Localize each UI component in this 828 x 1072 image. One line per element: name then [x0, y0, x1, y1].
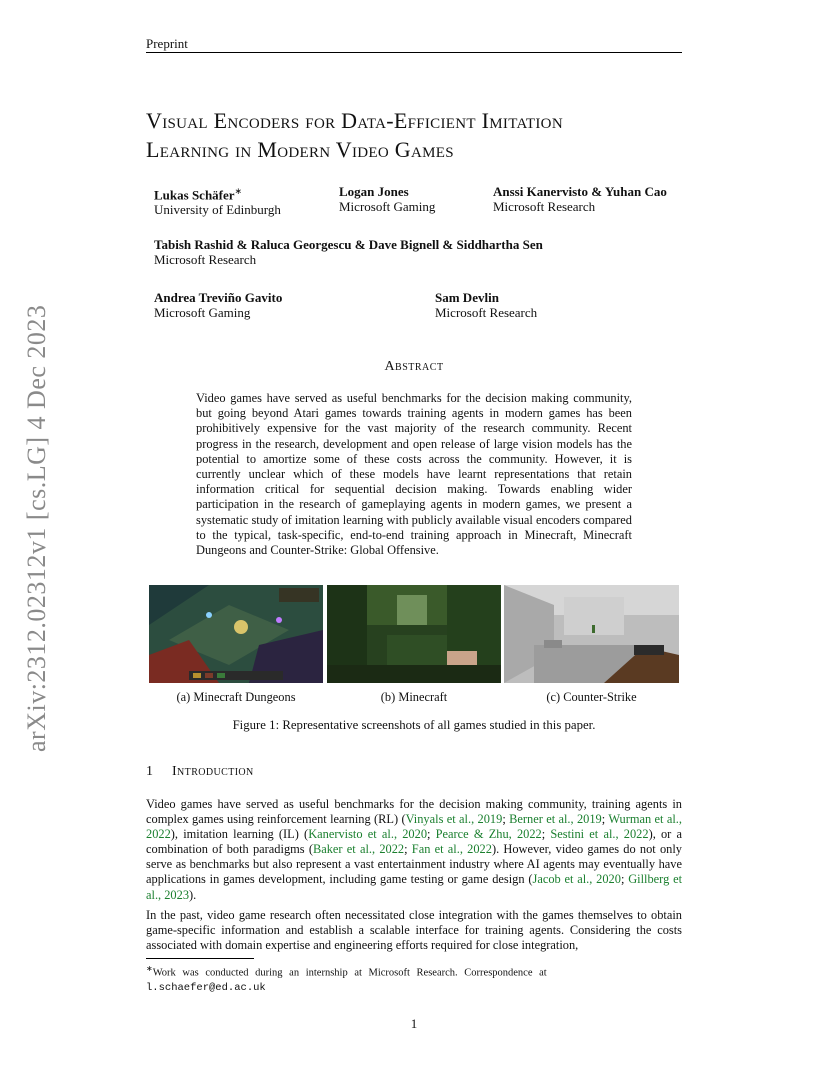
- running-header: Preprint: [146, 36, 188, 51]
- footnote-text: Work was conducted during an internship at Microsoft Research. Correspondence at: [152, 967, 547, 979]
- abstract-text: Video games have served as useful benchmarks for the decision making community, but going beyond Atari games towards training agents in modern games has been prohibitively expensive for the vast majority of the research community. Recent progress in the research, development and open release of large vision models has the potential to amortize some of these costs across the community. However, it is currently unclear which of these models have learnt representations that retain information critical for sequential decision making. Towards enabling wider participation in the research of gameplaying agents in modern games, we present a systematic study of imitation learning with publicly available visual encoders compared to the typical, task-specific, end-to-end training approach in Minecraft, Minecraft Dungeons and Counter-Strike: Global Offensive.: [196, 391, 632, 558]
- subcaption-b: (b) Minecraft: [380, 690, 448, 704]
- author-name: Anssi Kanervisto & Yuhan Cao: [493, 184, 667, 199]
- citation-link[interactable]: Fan et al., 2022: [411, 842, 492, 857]
- author-block: [493, 184, 667, 214]
- footnote-mark: ∗: [146, 964, 153, 973]
- section-heading: [146, 764, 254, 780]
- author-name: Sam Devlin: [435, 290, 499, 305]
- author-affiliation: Microsoft Research: [435, 305, 538, 320]
- citation-link[interactable]: Sestini et al., 2022: [550, 827, 649, 842]
- author-name: Tabish Rashid & Raluca Georgescu & Dave Bignell & Siddhartha Sen: [154, 237, 543, 252]
- author-affiliation: Microsoft Gaming: [339, 199, 436, 214]
- citation-link[interactable]: Baker et al., 2022: [312, 842, 405, 857]
- figure-image-minecraft-dungeons: [149, 585, 323, 683]
- title-line-2: Learning in Modern Video Games: [146, 137, 454, 162]
- title-line-1: Visual Encoders for Data-Efficient Imitation: [146, 108, 563, 133]
- author-block: [435, 290, 537, 320]
- citation-link[interactable]: Berner et al., 2019: [509, 812, 602, 827]
- citation-link[interactable]: Kanervisto et al., 2020: [308, 827, 428, 842]
- footnote-rule: [146, 958, 254, 959]
- counter-strike-screenshot: [504, 585, 679, 683]
- author-block: [154, 290, 282, 320]
- page-number: 1: [410, 1016, 418, 1031]
- intro-paragraph-1: Video games have served as useful benchmarks for the decision making community, training agents in complex games using reinforcement learning (RL) (Vinyals et al., 2019; Berner et al., 2019; Wurman et al., 2022), imitation learning (IL) (Kanervisto et al., 2020; Pearce & Zhu, 2022; Sestini et al., 2022), or a combination of both paradigms (Baker et al., 2022; Fan et al., 2022). However, video games do not only serve as benchmarks but also represent a vast entertainment industry where AI agents may eventually have applications in games development, including game testing or game design (Jacob et al., 2020; Gillberg et al., 2023).: [146, 797, 683, 902]
- minecraft-dungeons-screenshot: [149, 585, 323, 683]
- footnote: [146, 962, 682, 995]
- figure-image-minecraft: [327, 585, 501, 683]
- author-name: Andrea Treviño Gavito: [154, 290, 283, 305]
- author-affiliation: University of Edinburgh: [154, 202, 281, 218]
- minecraft-screenshot: [327, 585, 501, 683]
- citation-link[interactable]: Jacob et al., 2020: [532, 872, 621, 887]
- author-block: [154, 237, 543, 267]
- author-block: [154, 184, 281, 217]
- footnote-email[interactable]: l.schaefer@ed.ac.uk: [146, 981, 266, 994]
- section-title: Introduction: [172, 764, 254, 779]
- citation-link[interactable]: Gillberg et al., 2023: [146, 872, 683, 902]
- section-number: 1: [146, 764, 153, 779]
- paper-title: [146, 106, 706, 164]
- author-affiliation: Microsoft Research: [493, 199, 596, 214]
- figure-image-counter-strike: [504, 585, 679, 683]
- subcaption-a: (a) Minecraft Dungeons: [176, 690, 296, 704]
- author-block: [339, 184, 435, 214]
- intro-paragraph-2: In the past, video game research often necessitated close integration with the games themselves to obtain game-specific information and establish a scalable interface for training agents. Considering the costs associated with domain expertise and engineering efforts required for close integration,: [146, 908, 682, 953]
- citation-link[interactable]: Wurman et al., 2022: [146, 812, 682, 842]
- author-name: Logan Jones: [339, 184, 409, 199]
- abstract-heading: Abstract: [384, 359, 444, 374]
- figure-caption: Figure 1: Representative screenshots of all games studied in this paper.: [232, 718, 596, 732]
- arxiv-stamp: arXiv:2312.02312v1 [cs.LG] 4 Dec 2023: [22, 304, 51, 752]
- citation-link[interactable]: Pearce & Zhu, 2022: [435, 827, 542, 842]
- subcaption-c: (c) Counter-Strike: [546, 690, 637, 704]
- header-rule: [146, 52, 682, 53]
- citation-link[interactable]: Vinyals et al., 2019: [405, 812, 503, 827]
- author-name: Lukas Schäfer∗: [154, 186, 243, 203]
- author-affiliation: Microsoft Gaming: [154, 305, 251, 320]
- author-affiliation: Microsoft Research: [154, 252, 257, 267]
